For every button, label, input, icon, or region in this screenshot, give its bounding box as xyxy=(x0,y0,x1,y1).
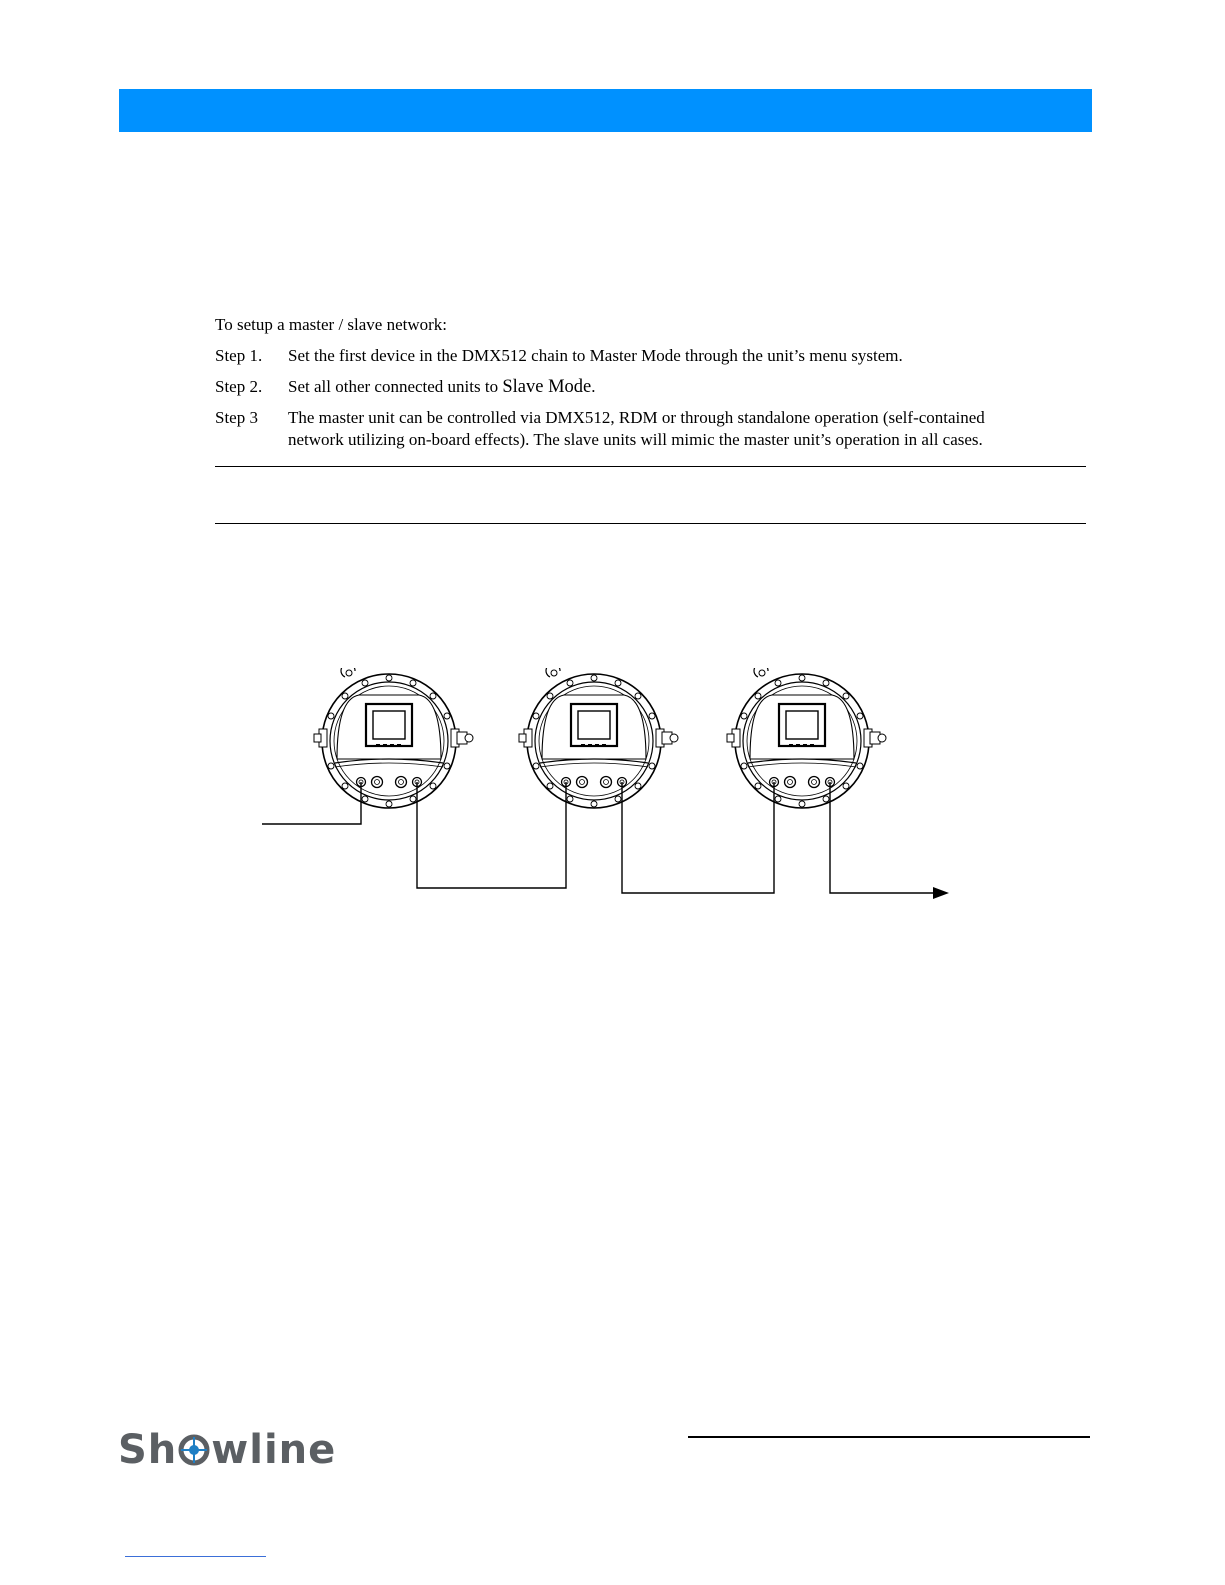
step-text: Set all other connected units to Slave Mode. xyxy=(288,377,596,397)
dmx-out-arrow-icon xyxy=(933,887,949,899)
footer-link-underline xyxy=(125,1556,266,1557)
step-label: Step 2. xyxy=(215,377,263,396)
divider-top xyxy=(215,466,1086,467)
par-fixture-icon-master xyxy=(314,668,473,808)
step-text-line-1: The master unit can be controlled via DMX512, RDM or through standalone operation (self-contained xyxy=(288,408,985,427)
master-slave-diagram xyxy=(255,668,955,908)
divider-bottom xyxy=(215,523,1086,524)
intro-text: To setup a master / slave network: xyxy=(215,315,448,334)
logo-o-icon xyxy=(177,1433,211,1467)
footer-rule xyxy=(688,1436,1090,1438)
showline-logo: Sh wline xyxy=(118,1427,337,1473)
par-fixture-icon-slave-2 xyxy=(727,668,886,808)
step-label: Step 3 xyxy=(215,408,258,427)
step-text: Set the first device in the DMX512 chain to Master Mode through the unit’s menu system. xyxy=(288,346,903,365)
par-fixture-icon-slave-1 xyxy=(519,668,678,808)
step-text-line-2: network utilizing on-board effects). The slave units will mimic the master unit’s operation in all cases. xyxy=(288,430,983,449)
step-label: Step 1. xyxy=(215,346,263,365)
slave-mode-term: Slave Mode xyxy=(502,377,592,397)
header-bar xyxy=(119,89,1092,132)
